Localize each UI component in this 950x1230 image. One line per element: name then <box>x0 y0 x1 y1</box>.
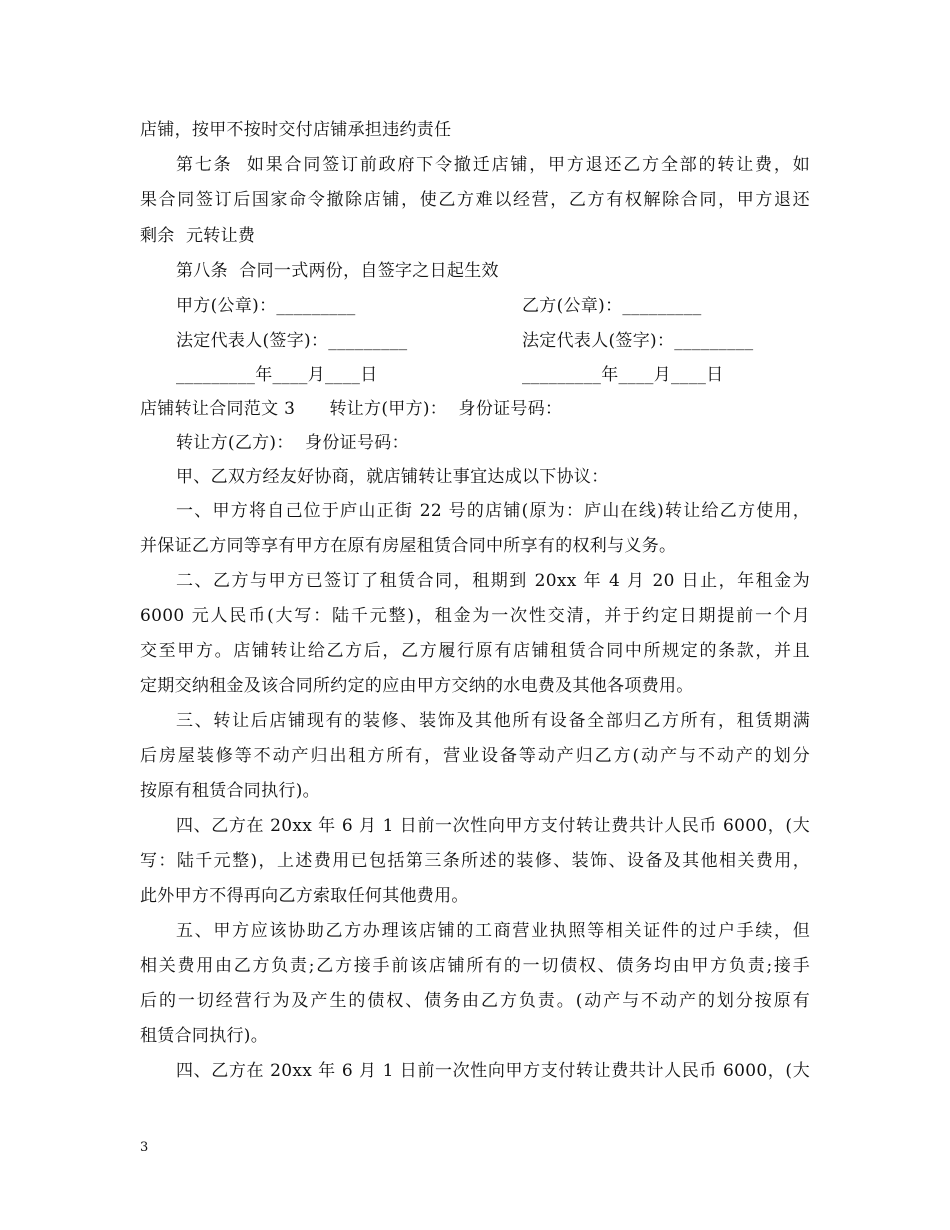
party-b-seal: 乙方(公章)：_________ <box>522 296 702 316</box>
text-line: 交至甲方。店铺转让给乙方后，乙方履行原有店铺租赁合同中所规定的条款，并且 <box>140 641 810 661</box>
party-b-representative: 法定代表人(签字)：_________ <box>522 331 754 351</box>
party-a-date: _________年____月____日 <box>176 365 378 385</box>
text-line: 后房屋装修等不动产归出租方所有，营业设备等动产归乙方(动产与不动产的划分 <box>140 746 810 766</box>
section-heading: 店铺转让合同范文 3 转让方(甲方)： 身份证号码： <box>140 399 563 419</box>
text-line: 定期交纳租金及该合同所约定的应由甲方交纳的水电费及其他各项费用。 <box>140 676 694 696</box>
text-line: 甲、乙双方经友好协商，就店铺转让事宜达成以下协议： <box>176 467 609 487</box>
text-line: 相关费用由乙方负责;乙方接手前该店铺所有的一切债权、债务均由甲方负责;接手 <box>140 956 810 976</box>
text-line: 转让方(乙方)： 身份证号码： <box>176 433 409 453</box>
text-line: 店铺，按甲不按时交付店铺承担违约责任 <box>140 120 452 140</box>
party-a-representative: 法定代表人(签字)：_________ <box>176 331 408 351</box>
text-line: 五、甲方应该协助乙方办理该店铺的工商营业执照等相关证件的过户手续，但 <box>176 921 810 941</box>
text-line: 并保证乙方同等享有甲方在原有房屋租赁合同中所享有的权利与义务。 <box>140 536 677 556</box>
text-line: 四、乙方在 20xx 年 6 月 1 日前一次性向甲方支付转让费共计人民币 6000，(大 <box>176 816 810 836</box>
party-a-seal: 甲方(公章)：_________ <box>176 296 356 316</box>
text-line: 第七条 如果合同签订前政府下令撤迁店铺，甲方退还乙方全部的转让费，如 <box>176 155 810 175</box>
text-line: 后的一切经营行为及产生的债权、债务由乙方负责。(动产与不动产的划分按原有 <box>140 991 810 1011</box>
text-line: 此外甲方不得再向乙方索取任何其他费用。 <box>140 886 469 906</box>
text-line: 6000 元人民币(大写：陆千元整)，租金为一次性交清，并于约定日期提前一个月 <box>140 606 810 626</box>
text-line: 按原有租赁合同执行)。 <box>140 781 320 801</box>
text-line: 三、转让后店铺现有的装修、装饰及其他所有设备全部归乙方所有，租赁期满 <box>176 711 810 731</box>
party-b-date: _________年____月____日 <box>522 365 724 385</box>
text-line: 果合同签订后国家命令撤除店铺，使乙方难以经营，乙方有权解除合同，甲方退还 <box>140 190 810 210</box>
text-line: 一、甲方将自己位于庐山正街 22 号的店铺(原为：庐山在线)转让给乙方使用， <box>176 501 810 521</box>
text-line: 第八条 合同一式两份，自签字之日起生效 <box>176 261 499 281</box>
text-line: 租赁合同执行)。 <box>140 1026 269 1046</box>
text-line: 二、乙方与甲方已签订了租赁合同，租期到 20xx 年 4 月 20 日止，年租金为 <box>176 571 810 591</box>
text-line: 写：陆千元整)，上述费用已包括第三条所述的装修、装饰、设备及其他相关费用， <box>140 851 810 871</box>
text-line: 剩余 元转让费 <box>140 226 256 246</box>
page-number: 3 <box>140 1140 149 1155</box>
text-line: 四、乙方在 20xx 年 6 月 1 日前一次性向甲方支付转让费共计人民币 6000，(大 <box>176 1061 810 1081</box>
